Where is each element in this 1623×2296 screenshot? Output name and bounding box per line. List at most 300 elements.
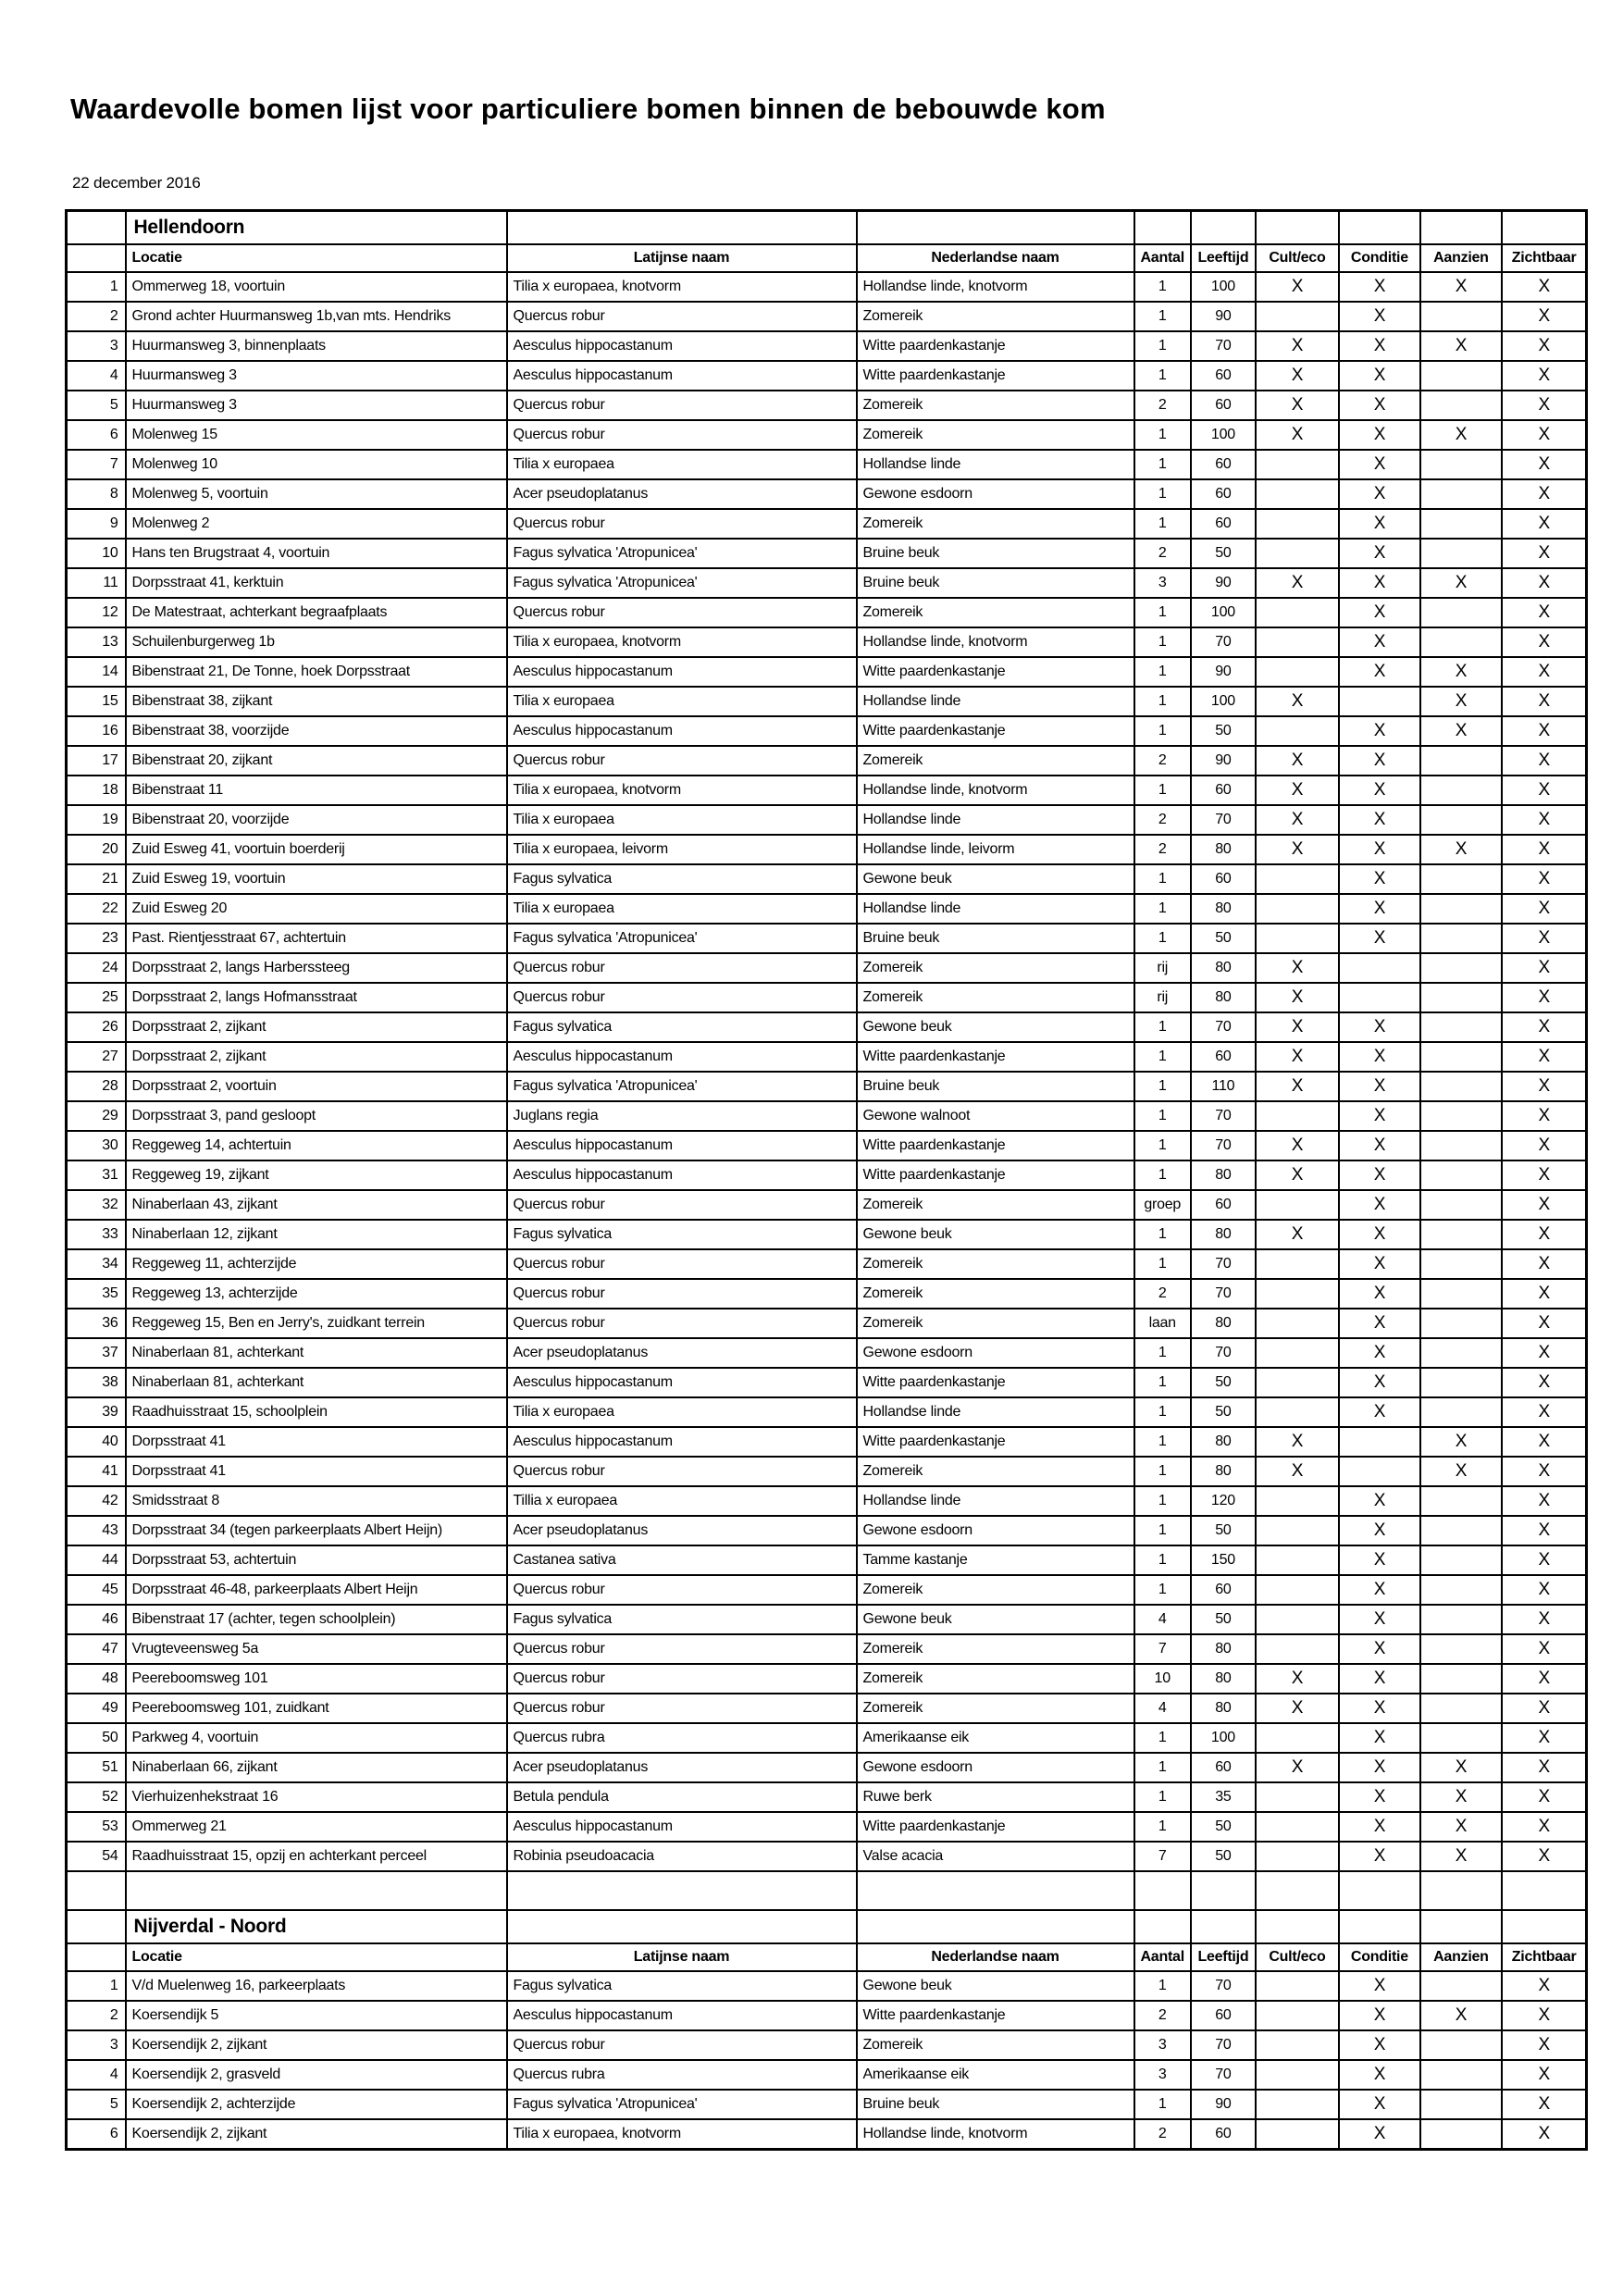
section-row [67,211,1587,245]
table-row [67,391,1587,420]
cell-aanzien [1420,746,1502,776]
cell-cult-eco [1256,1545,1339,1575]
cell-leeftijd: 60 [1191,864,1256,894]
cell-locatie: Reggeweg 13, achterzijde [126,1279,507,1309]
cell-locatie: Ninaberlaan 81, achterkant [126,1338,507,1368]
table-row [67,568,1587,598]
row-number: 23 [67,924,126,953]
cell-aanzien [1420,953,1502,983]
cell-zichtbaar: X [1502,2060,1587,2090]
cell-locatie: Ommerweg 18, voortuin [126,272,507,302]
cell-dutch-name: Hollandse linde [857,1397,1134,1427]
row-number: 40 [67,1427,126,1457]
cell-aanzien [1420,1190,1502,1220]
row-number: 36 [67,1309,126,1338]
cell-aantal: 1 [1134,1971,1191,2001]
cell-aanzien [1420,1605,1502,1634]
cell-locatie: Molenweg 2 [126,509,507,539]
col-header-dutch-name: Nederlandse naam [857,244,1134,272]
row-number: 7 [67,450,126,479]
cell-dutch-name: Zomereik [857,391,1134,420]
cell-aantal: 2 [1134,2119,1191,2150]
table-row [67,1220,1587,1249]
cell-leeftijd: 70 [1191,1101,1256,1131]
cell-leeftijd: 80 [1191,835,1256,864]
table-row [67,776,1587,805]
cell-locatie: Molenweg 5, voortuin [126,479,507,509]
cell-locatie: Grond achter Huurmansweg 1b,van mts. Hendriks [126,302,507,331]
cell-latin-name: Quercus robur [507,2030,857,2060]
column-header-row [67,1943,1587,1971]
cell-aanzien [1420,302,1502,331]
table-row [67,598,1587,627]
cell-dutch-name: Bruine beuk [857,1072,1134,1101]
cell-aantal: 1 [1134,716,1191,746]
cell-cult-eco: X [1256,1042,1339,1072]
cell-aanzien [1420,1397,1502,1427]
cell-zichtbaar: X [1502,627,1587,657]
cell-locatie: Dorpsstraat 53, achtertuin [126,1545,507,1575]
cell-dutch-name: Zomereik [857,1309,1134,1338]
cell-aantal: 1 [1134,1575,1191,1605]
cell-aanzien [1420,1042,1502,1072]
cell-conditie: X [1339,1842,1420,1871]
cell-cult-eco: X [1256,983,1339,1012]
section-empty-cell [507,211,857,245]
cell-locatie: Dorpsstraat 3, pand gesloopt [126,1101,507,1131]
cell-dutch-name: Hollandse linde, knotvorm [857,627,1134,657]
row-number: 38 [67,1368,126,1397]
cell-aanzien [1420,1971,1502,2001]
cell-aantal: 1 [1134,1516,1191,1545]
cell-conditie: X [1339,1249,1420,1279]
cell-zichtbaar: X [1502,420,1587,450]
cell-zichtbaar: X [1502,1101,1587,1131]
cell-conditie: X [1339,627,1420,657]
cell-latin-name: Fagus sylvatica 'Atropunicea' [507,2090,857,2119]
cell-aanzien [1420,1516,1502,1545]
cell-locatie: De Matestraat, achterkant begraafplaats [126,598,507,627]
cell-zichtbaar: X [1502,539,1587,568]
cell-leeftijd: 50 [1191,1842,1256,1871]
page-title: Waardevolle bomen lijst voor particuliere bomen binnen de bebouwde kom [70,93,1106,125]
cell-dutch-name: Zomereik [857,1249,1134,1279]
cell-aantal: 1 [1134,894,1191,924]
cell-zichtbaar: X [1502,657,1587,687]
cell-leeftijd: 60 [1191,1753,1256,1782]
cell-aanzien [1420,924,1502,953]
cell-leeftijd: 35 [1191,1782,1256,1812]
cell-leeftijd: 80 [1191,1160,1256,1190]
col-header-locatie: Locatie [126,244,507,272]
cell-dutch-name: Tamme kastanje [857,1545,1134,1575]
cell-locatie: Bibenstraat 17 (achter, tegen schoolplein) [126,1605,507,1634]
cell-aantal: rij [1134,983,1191,1012]
table-row [67,1812,1587,1842]
row-number: 52 [67,1782,126,1812]
row-number: 16 [67,716,126,746]
table-row [67,657,1587,687]
cell-cult-eco [1256,1782,1339,1812]
cell-zichtbaar: X [1502,924,1587,953]
cell-latin-name: Quercus robur [507,1575,857,1605]
row-number: 26 [67,1012,126,1042]
cell-leeftijd: 80 [1191,953,1256,983]
cell-aantal: 3 [1134,2060,1191,2090]
cell-leeftijd: 50 [1191,716,1256,746]
table-row [67,1664,1587,1694]
cell-latin-name: Quercus robur [507,1279,857,1309]
spacer-cell [857,1871,1134,1910]
cell-zichtbaar: X [1502,716,1587,746]
section-num-cell [67,211,126,245]
cell-latin-name: Fagus sylvatica [507,1012,857,1042]
cell-cult-eco [1256,2060,1339,2090]
row-number: 50 [67,1723,126,1753]
col-header-num [67,1943,126,1971]
cell-zichtbaar: X [1502,1457,1587,1486]
row-number: 48 [67,1664,126,1694]
cell-aantal: 1 [1134,1101,1191,1131]
row-number: 33 [67,1220,126,1249]
cell-aantal: 1 [1134,687,1191,716]
cell-locatie: Dorpsstraat 41 [126,1457,507,1486]
cell-latin-name: Acer pseudoplatanus [507,1753,857,1782]
table-row [67,1012,1587,1042]
cell-dutch-name: Hollandse linde, knotvorm [857,272,1134,302]
cell-leeftijd: 60 [1191,361,1256,391]
cell-latin-name: Tilia x europaea [507,805,857,835]
cell-dutch-name: Hollandse linde [857,805,1134,835]
cell-dutch-name: Bruine beuk [857,539,1134,568]
cell-conditie: X [1339,568,1420,598]
row-number: 5 [67,391,126,420]
cell-cult-eco: X [1256,1220,1339,1249]
table-row [67,1427,1587,1457]
cell-cult-eco: X [1256,835,1339,864]
cell-cult-eco [1256,1279,1339,1309]
cell-aantal: 1 [1134,1012,1191,1042]
cell-zichtbaar: X [1502,953,1587,983]
cell-dutch-name: Zomereik [857,509,1134,539]
cell-aantal: 2 [1134,391,1191,420]
cell-aanzien: X [1420,835,1502,864]
cell-leeftijd: 90 [1191,568,1256,598]
cell-locatie: Koersendijk 2, zijkant [126,2030,507,2060]
table-row [67,1160,1587,1190]
cell-conditie: X [1339,391,1420,420]
cell-conditie: X [1339,420,1420,450]
cell-dutch-name: Gewone beuk [857,1012,1134,1042]
cell-locatie: Dorpsstraat 46-48, parkeerplaats Albert Heijn [126,1575,507,1605]
cell-leeftijd: 60 [1191,1042,1256,1072]
cell-leeftijd: 100 [1191,687,1256,716]
cell-locatie: Vierhuizenhekstraat 16 [126,1782,507,1812]
cell-aanzien: X [1420,568,1502,598]
cell-aantal: 1 [1134,657,1191,687]
cell-cult-eco [1256,1486,1339,1516]
cell-aanzien: X [1420,1812,1502,1842]
cell-locatie: Molenweg 10 [126,450,507,479]
cell-conditie: X [1339,657,1420,687]
cell-zichtbaar: X [1502,1249,1587,1279]
cell-conditie: X [1339,1220,1420,1249]
cell-leeftijd: 70 [1191,805,1256,835]
cell-conditie: X [1339,1072,1420,1101]
cell-latin-name: Quercus robur [507,746,857,776]
cell-dutch-name: Zomereik [857,1575,1134,1605]
cell-leeftijd: 70 [1191,1971,1256,2001]
cell-conditie: X [1339,776,1420,805]
cell-zichtbaar: X [1502,509,1587,539]
cell-aantal: 1 [1134,1042,1191,1072]
cell-latin-name: Fagus sylvatica 'Atropunicea' [507,924,857,953]
cell-aantal: 1 [1134,1427,1191,1457]
row-number: 22 [67,894,126,924]
cell-dutch-name: Hollandse linde [857,450,1134,479]
table-row [67,1397,1587,1427]
cell-conditie: X [1339,331,1420,361]
cell-cult-eco [1256,1338,1339,1368]
table-row [67,1309,1587,1338]
row-number: 2 [67,2001,126,2030]
cell-leeftijd: 70 [1191,1338,1256,1368]
cell-leeftijd: 50 [1191,1812,1256,1842]
cell-aantal: 1 [1134,420,1191,450]
table-row [67,1694,1587,1723]
cell-latin-name: Quercus rubra [507,1723,857,1753]
cell-locatie: Ninaberlaan 12, zijkant [126,1220,507,1249]
table-row [67,1842,1587,1871]
cell-aantal: 3 [1134,568,1191,598]
cell-aanzien [1420,598,1502,627]
cell-locatie: Raadhuisstraat 15, schoolplein [126,1397,507,1427]
cell-dutch-name: Zomereik [857,746,1134,776]
cell-locatie: Ninaberlaan 66, zijkant [126,1753,507,1782]
cell-cult-eco: X [1256,1753,1339,1782]
cell-aantal: 7 [1134,1634,1191,1664]
cell-aantal: 1 [1134,1782,1191,1812]
cell-locatie: Dorpsstraat 41, kerktuin [126,568,507,598]
cell-aantal: 1 [1134,331,1191,361]
cell-aantal: 1 [1134,627,1191,657]
cell-aantal: 1 [1134,1072,1191,1101]
cell-aanzien [1420,1575,1502,1605]
cell-latin-name: Aesculus hippocastanum [507,1427,857,1457]
cell-zichtbaar: X [1502,331,1587,361]
cell-aantal: groep [1134,1190,1191,1220]
cell-latin-name: Acer pseudoplatanus [507,1338,857,1368]
cell-locatie: Koersendijk 2, grasveld [126,2060,507,2090]
cell-cult-eco: X [1256,687,1339,716]
spacer-cell [1256,1871,1339,1910]
table-row [67,894,1587,924]
cell-latin-name: Quercus robur [507,1694,857,1723]
cell-locatie: Bibenstraat 20, voorzijde [126,805,507,835]
cell-conditie: X [1339,716,1420,746]
cell-aanzien [1420,776,1502,805]
cell-conditie: X [1339,1160,1420,1190]
cell-locatie: Koersendijk 2, achterzijde [126,2090,507,2119]
cell-dutch-name: Gewone beuk [857,864,1134,894]
row-number: 43 [67,1516,126,1545]
cell-locatie: Huurmansweg 3 [126,391,507,420]
cell-locatie: Vrugteveensweg 5a [126,1634,507,1664]
col-header-cult-eco: Cult/eco [1256,1943,1339,1971]
cell-cult-eco [1256,539,1339,568]
cell-dutch-name: Hollandse linde [857,1486,1134,1516]
cell-locatie: Hans ten Brugstraat 4, voortuin [126,539,507,568]
row-number: 4 [67,2060,126,2090]
table-row [67,2060,1587,2090]
cell-leeftijd: 70 [1191,1012,1256,1042]
cell-aanzien [1420,1101,1502,1131]
cell-dutch-name: Zomereik [857,1279,1134,1309]
table-row [67,1131,1587,1160]
cell-conditie: X [1339,1397,1420,1427]
cell-cult-eco: X [1256,1160,1339,1190]
cell-zichtbaar: X [1502,1664,1587,1694]
cell-dutch-name: Gewone esdoorn [857,1753,1134,1782]
cell-locatie: Zuid Esweg 19, voortuin [126,864,507,894]
table-row [67,805,1587,835]
table-row [67,953,1587,983]
cell-aantal: 2 [1134,1279,1191,1309]
cell-conditie: X [1339,1723,1420,1753]
cell-aanzien [1420,1131,1502,1160]
cell-dutch-name: Bruine beuk [857,2090,1134,2119]
cell-latin-name: Fagus sylvatica [507,1971,857,2001]
cell-leeftijd: 90 [1191,2090,1256,2119]
cell-dutch-name: Zomereik [857,983,1134,1012]
cell-zichtbaar: X [1502,1634,1587,1664]
row-number: 27 [67,1042,126,1072]
section-empty-cell [857,211,1134,245]
cell-zichtbaar: X [1502,1575,1587,1605]
cell-aanzien: X [1420,1842,1502,1871]
cell-locatie: Reggeweg 11, achterzijde [126,1249,507,1279]
cell-aantal: 1 [1134,1486,1191,1516]
cell-aanzien: X [1420,1457,1502,1486]
cell-latin-name: Quercus robur [507,420,857,450]
cell-latin-name: Quercus robur [507,983,857,1012]
row-number: 5 [67,2090,126,2119]
cell-conditie: X [1339,1486,1420,1516]
row-number: 30 [67,1131,126,1160]
cell-conditie [1339,1427,1420,1457]
spacer-cell [507,1871,857,1910]
cell-locatie: Dorpsstraat 2, langs Harberssteeg [126,953,507,983]
cell-zichtbaar: X [1502,272,1587,302]
cell-aanzien: X [1420,1427,1502,1457]
cell-leeftijd: 60 [1191,391,1256,420]
cell-zichtbaar: X [1502,983,1587,1012]
cell-leeftijd: 150 [1191,1545,1256,1575]
cell-locatie: Zuid Esweg 20 [126,894,507,924]
cell-aanzien [1420,509,1502,539]
cell-leeftijd: 80 [1191,1427,1256,1457]
cell-zichtbaar: X [1502,1368,1587,1397]
cell-conditie: X [1339,1101,1420,1131]
cell-leeftijd: 70 [1191,2060,1256,2090]
col-header-aantal: Aantal [1134,1943,1191,1971]
cell-dutch-name: Zomereik [857,1634,1134,1664]
cell-latin-name: Quercus robur [507,1309,857,1338]
row-number: 53 [67,1812,126,1842]
table-row [67,627,1587,657]
cell-conditie: X [1339,924,1420,953]
col-header-aanzien: Aanzien [1420,1943,1502,1971]
cell-cult-eco [1256,1249,1339,1279]
col-header-cult-eco: Cult/eco [1256,244,1339,272]
cell-dutch-name: Witte paardenkastanje [857,1131,1134,1160]
cell-leeftijd: 70 [1191,1249,1256,1279]
cell-aanzien [1420,627,1502,657]
cell-dutch-name: Hollandse linde, knotvorm [857,776,1134,805]
cell-aanzien [1420,1072,1502,1101]
row-number: 41 [67,1457,126,1486]
cell-aantal: 1 [1134,361,1191,391]
cell-leeftijd: 100 [1191,272,1256,302]
cell-cult-eco [1256,716,1339,746]
cell-cult-eco: X [1256,361,1339,391]
cell-aanzien [1420,1220,1502,1249]
cell-locatie: Bibenstraat 38, voorzijde [126,716,507,746]
section-empty-cell [1191,1910,1256,1943]
section-empty-cell [1134,211,1191,245]
cell-locatie: Reggeweg 15, Ben en Jerry's, zuidkant terrein [126,1309,507,1338]
cell-conditie: X [1339,2060,1420,2090]
row-number: 45 [67,1575,126,1605]
cell-latin-name: Quercus robur [507,1190,857,1220]
table-row [67,509,1587,539]
row-number: 49 [67,1694,126,1723]
cell-zichtbaar: X [1502,1012,1587,1042]
cell-conditie: X [1339,598,1420,627]
row-number: 17 [67,746,126,776]
cell-aanzien [1420,1634,1502,1664]
row-number: 3 [67,331,126,361]
row-number: 13 [67,627,126,657]
cell-leeftijd: 70 [1191,1279,1256,1309]
cell-latin-name: Quercus robur [507,509,857,539]
cell-latin-name: Tilia x europaea, knotvorm [507,2119,857,2150]
cell-aanzien [1420,2119,1502,2150]
cell-conditie: X [1339,1782,1420,1812]
table-row [67,746,1587,776]
cell-latin-name: Robinia pseudoacacia [507,1842,857,1871]
cell-conditie: X [1339,1664,1420,1694]
cell-locatie: Reggeweg 14, achtertuin [126,1131,507,1160]
cell-conditie: X [1339,805,1420,835]
section-header-nijverdal-noord: Nijverdal - Noord [126,1910,507,1943]
cell-zichtbaar: X [1502,1842,1587,1871]
cell-zichtbaar: X [1502,1753,1587,1782]
spacer-cell [67,1871,126,1910]
table-row [67,302,1587,331]
cell-dutch-name: Zomereik [857,1664,1134,1694]
table-row [67,716,1587,746]
cell-cult-eco [1256,1101,1339,1131]
cell-dutch-name: Witte paardenkastanje [857,361,1134,391]
section-empty-cell [1339,211,1420,245]
cell-aanzien [1420,1723,1502,1753]
cell-latin-name: Aesculus hippocastanum [507,361,857,391]
cell-aanzien [1420,1309,1502,1338]
cell-leeftijd: 110 [1191,1072,1256,1101]
cell-aantal: 1 [1134,1368,1191,1397]
cell-latin-name: Fagus sylvatica 'Atropunicea' [507,539,857,568]
